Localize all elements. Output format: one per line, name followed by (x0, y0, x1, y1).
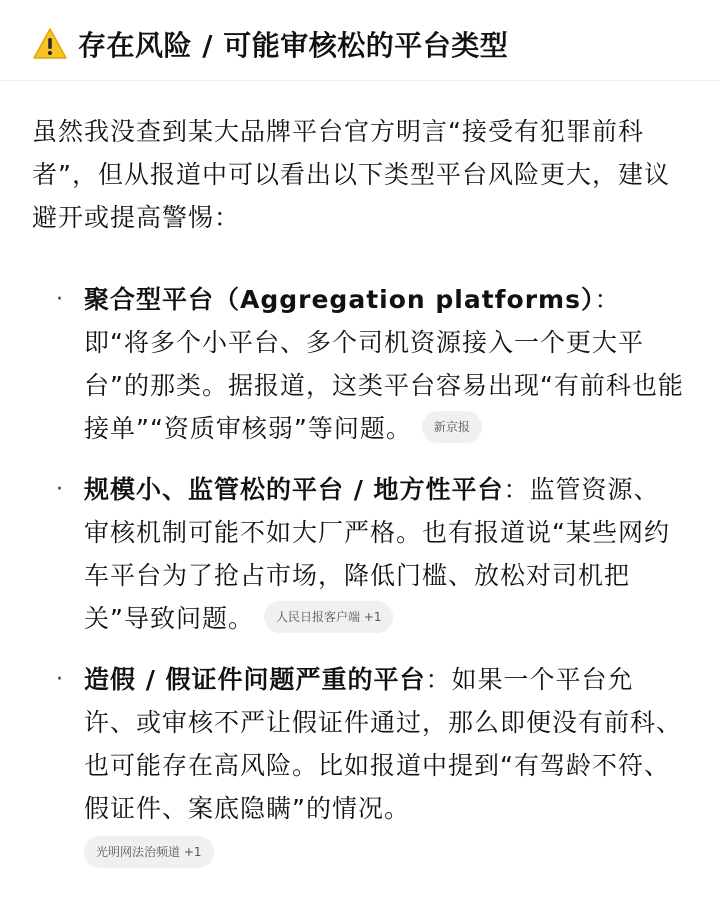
item-text: ：如果一个平台允许、或审核不严让假证件通过，那么即便没有前科、也可能存在高风险。比如报道中提到“有驾龄不符、假证件、案底隐瞒”的情况。 (84, 665, 683, 823)
bullet: · (56, 667, 64, 692)
intro-paragraph: 虽然我没查到某大品牌平台官方明言“接受有犯罪前科者”，但从报道中可以看出以下类型平台风险更大，建议避开或提高警惕： (32, 117, 670, 232)
item-text: ：即“将多个小平台、多个司机资源接入一个更大平台”的那类。据报道，这类平台容易出现“有前科也能接单”“资质审核弱”等问题。 (84, 285, 684, 443)
divider (0, 80, 720, 81)
bullet: · (56, 287, 64, 312)
item-title: 规模小、监管松的平台 / 地方性平台 (84, 475, 504, 504)
list-item (56, 658, 684, 830)
section-heading (32, 22, 508, 66)
list-item (56, 278, 684, 450)
item-text: ：监管资源、审核机制可能不如大厂严格。也有报道说“某些网约车平台为了抢占市场，降低门槛、放松对司机把关”导致问题。 (84, 475, 670, 633)
item-title: 造假 / 假证件问题严重的平台 (84, 665, 426, 694)
warning-icon (32, 26, 68, 62)
section-title: 存在风险 / 可能审核松的平台类型 (78, 29, 509, 62)
list-item (56, 468, 684, 640)
bullet: · (56, 477, 64, 502)
source-chip[interactable]: 光明网法治频道 +1 (84, 836, 214, 868)
source-chip[interactable]: 新京报 (422, 411, 482, 443)
source-chip[interactable]: 人民日报客户端 +1 (264, 601, 394, 633)
item-title: 聚合型平台（Aggregation platforms） (84, 285, 595, 314)
